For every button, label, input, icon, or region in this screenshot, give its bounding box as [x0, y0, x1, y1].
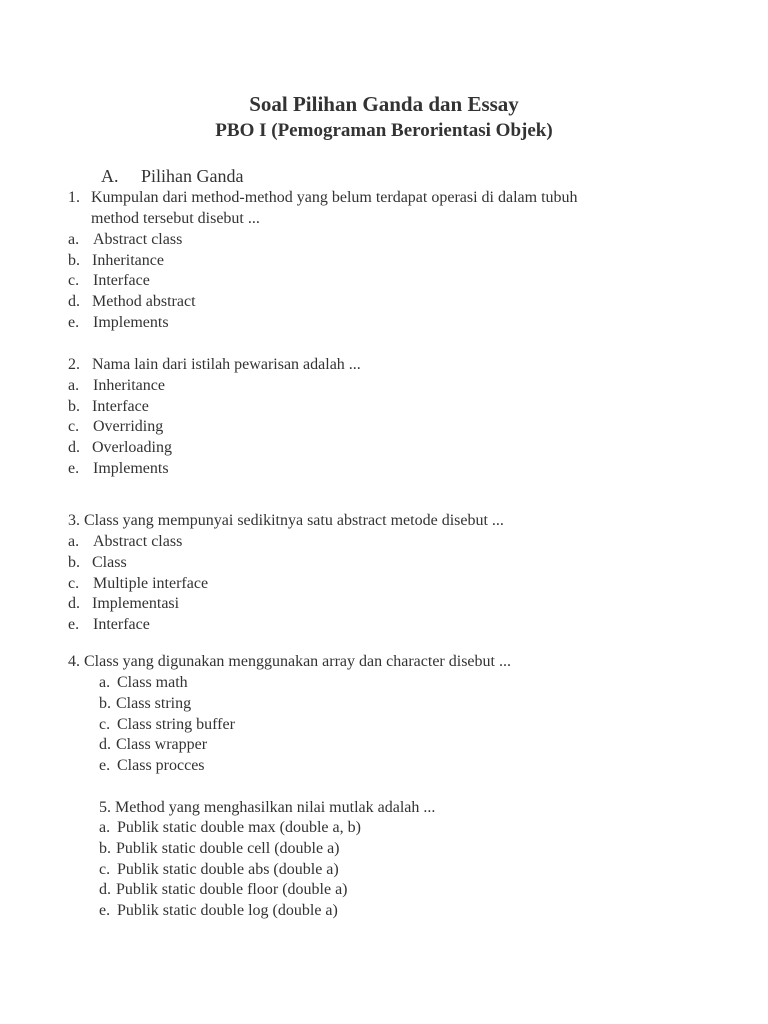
option-item: a. Publik static double max (double a, b): [99, 819, 361, 836]
option-item: a. Inheritance: [68, 377, 165, 394]
question-2: [68, 355, 361, 375]
question-4: 4. Class yang digunakan menggunakan array dan character disebut ...: [68, 653, 511, 670]
option-item: c. Interface: [68, 272, 150, 289]
question-1-continued: method tersebut disebut ...: [91, 210, 260, 227]
option-item: d. Class wrapper: [99, 736, 208, 753]
question-1: [68, 188, 578, 208]
question-number: 2.: [68, 356, 80, 373]
question-text: Kumpulan dari method-method yang belum terdapat operasi di dalam tubuh: [91, 189, 578, 206]
question-text: Nama lain dari istilah pewarisan adalah ...: [92, 356, 361, 373]
option-item: e. Implements: [68, 460, 169, 477]
question-number: 1.: [68, 189, 80, 206]
option-item: e. Interface: [68, 616, 150, 633]
section-letter: A.: [101, 166, 119, 186]
option-item: b. Class string: [99, 695, 192, 712]
option-item: e. Implements: [68, 314, 169, 331]
option-item: b. Class: [68, 554, 127, 571]
option-item: b. Interface: [68, 398, 149, 415]
option-item: a. Abstract class: [68, 231, 183, 248]
page-title: Soal Pilihan Ganda dan Essay: [249, 92, 519, 116]
question-3: 3. Class yang mempunyai sedikitnya satu abstract metode disebut ...: [68, 512, 504, 529]
option-item: c. Publik static double abs (double a): [99, 861, 339, 878]
option-item: c. Multiple interface: [68, 575, 209, 592]
option-item: b. Publik static double cell (double a): [99, 840, 340, 857]
option-item: d. Implementasi: [68, 595, 180, 612]
section-heading: [101, 165, 243, 187]
section-name: Pilihan Ganda: [141, 166, 244, 186]
option-item: e. Class procces: [99, 757, 205, 774]
option-item: c. Overriding: [68, 418, 164, 435]
page-subtitle: PBO I (Pemograman Berorientasi Objek): [215, 120, 553, 141]
option-item: a. Class math: [99, 674, 188, 691]
option-item: b. Inheritance: [68, 252, 164, 269]
option-item: d. Publik static double floor (double a): [99, 881, 348, 898]
option-item: a. Abstract class: [68, 533, 183, 550]
option-item: d. Method abstract: [68, 293, 196, 310]
option-item: d. Overloading: [68, 439, 172, 456]
option-item: c. Class string buffer: [99, 716, 235, 733]
option-item: e. Publik static double log (double a): [99, 902, 338, 919]
question-5: 5. Method yang menghasilkan nilai mutlak adalah ...: [99, 799, 436, 816]
